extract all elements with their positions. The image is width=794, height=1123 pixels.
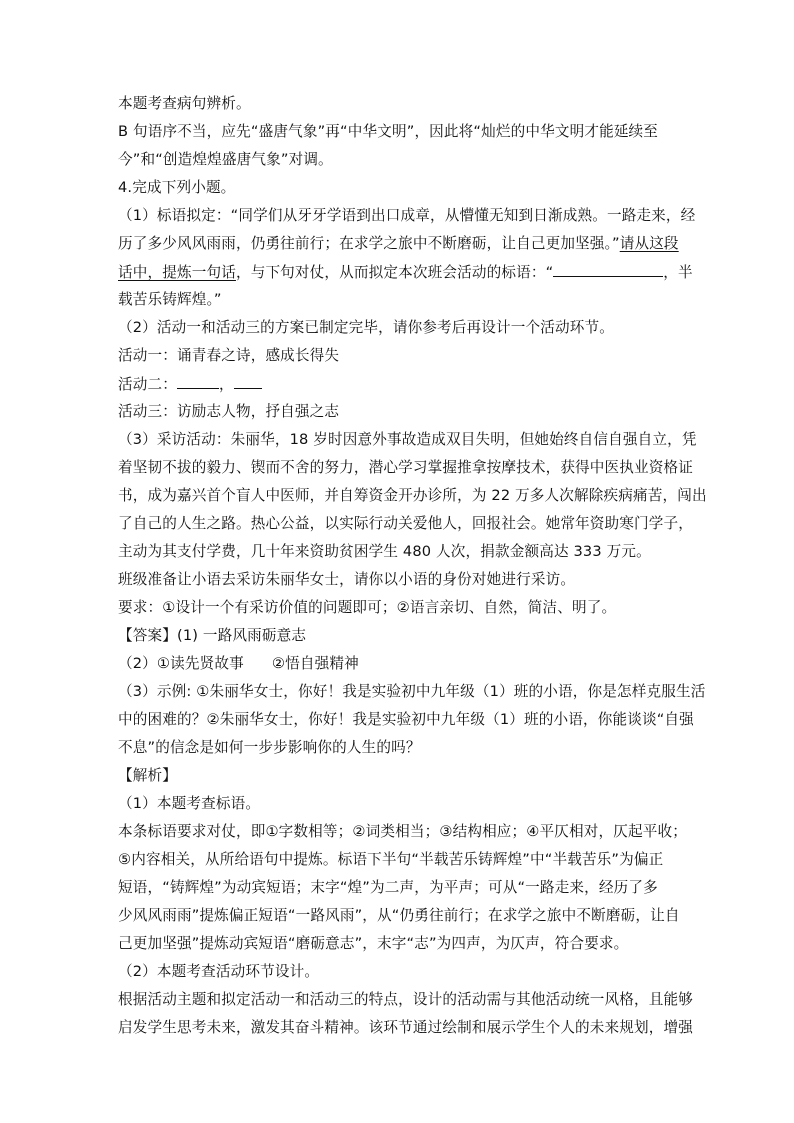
text-line: （2）本题考查活动环节设计。: [118, 963, 320, 980]
text-line: [118, 262, 693, 283]
text-line: [118, 374, 262, 395]
text-line: 少风风雨雨”提炼偏正短语“一路风雨”，从“仍勇往前行；在求学之旅中不断磨砺，让自: [118, 907, 680, 924]
fill-blank: [553, 262, 663, 277]
text-line: 着坚韧不拔的毅力、锲而不舍的努力，潜心学习掌握推拿按摩技术，获得中医执业资格证: [118, 459, 694, 476]
text-line: （3）示例: ①朱丽华女士，你好！我是实验初中九年级（1）班的小语，你是怎样克服生活: [118, 683, 706, 700]
text-segment: ，与下句对仗，从而拟定本次班会活动的标语：“: [235, 264, 554, 281]
text-line: B 句语序不当，应先“盛唐气象”再“中华文明”，因此将“灿烂的中华文明才能延续至: [118, 123, 659, 140]
text-line: 不息”的信念是如何一步步影响你的人生的吗？: [118, 739, 421, 756]
text-line: 活动一：诵青春之诗，感成长得失: [118, 347, 340, 364]
text-line: 根据活动主题和拟定活动一和活动三的特点，设计的活动需与其他活动统一风格，且能够: [118, 991, 694, 1008]
text-line: 活动三：访励志人物，抒自强之志: [118, 403, 340, 420]
text-line: 要求：①设计一个有采访价值的问题即可；②语言亲切、自然，简洁、明了。: [118, 599, 617, 616]
text-line: （1）标语拟定：“同学们从牙牙学语到出口成章，从懵懂无知到日渐成熟。一路走来，经: [118, 207, 696, 224]
text-segment: ，: [218, 376, 234, 393]
text-line: 了自己的人生之路。热心公益，以实际行动关爱他人，回报社会。她常年资助寒门学子，: [118, 515, 694, 532]
question-heading: 4.完成下列小题。: [118, 179, 236, 196]
underlined-instruction: 话中，提炼一句话: [118, 264, 236, 281]
text-line: [118, 654, 359, 674]
text-line: （2）活动一和活动三的方案已制定完毕，请你参考后再设计一个活动环节。: [118, 319, 614, 336]
text-line: 载苦乐铸辉煌。”: [118, 291, 222, 308]
analysis-heading: 【解析】: [118, 767, 177, 784]
text-line: 己更加坚强”提炼动宾短语“磨砺意志”，末字“志”为四声，为仄声，符合要求。: [118, 935, 629, 952]
text-segment: 活动二：: [118, 376, 177, 393]
text-line: 今”和“创造煌煌盛唐气象”对调。: [118, 151, 333, 168]
fill-blank: [177, 374, 219, 389]
text-line: ⑤内容相关，从所给语句中提炼。标语下半句“半载苦乐铸辉煌”中“半载苦乐”为偏正: [118, 851, 664, 868]
text-segment: ，半: [663, 264, 693, 281]
text-line: （1）本题考查标语。: [118, 795, 261, 812]
answer-heading: 【答案】(1) 一路风雨砺意志: [118, 627, 307, 644]
text-segment: ②悟自强精神: [271, 655, 359, 672]
text-line: 主动为其支付学费，几十年来资助贫困学生 480 人次，捐款金额高达 333 万元。: [118, 543, 651, 560]
text-line: 短语，“铸辉煌”为动宾短语；末字“煌”为二声，为平声；可从“一路走来，经历了多: [118, 879, 658, 896]
fill-blank: [234, 374, 262, 389]
text-line: 本条标语要求对仗，即①字数相等；②词类相当；③结构相应；④平仄相对，仄起平收；: [118, 823, 687, 840]
text-line: 班级准备让小语去采访朱丽华女士，请你以小语的身份对她进行采访。: [118, 571, 576, 588]
text-segment: 历了多少风风雨雨，仍勇往前行；在求学之旅中不断磨砺，让自己更加坚强。”: [118, 235, 620, 252]
text-line: 书，成为嘉兴首个盲人中医师，并自筹资金开办诊所，为 22 万多人次解除疾病痛苦，闯出: [118, 487, 707, 504]
text-line: [118, 234, 679, 254]
text-line: 本题考查病句辨析。: [118, 95, 251, 112]
text-line: （3）采访活动：朱丽华，18 岁时因意外事故造成双目失明，但她始终自信自强自立，凭: [118, 431, 697, 448]
text-line: 启发学生思考未来，激发其奋斗精神。该环节通过绘制和展示学生个人的未来规划，增强: [118, 1019, 694, 1036]
text-line: 中的困难的？②朱丽华女士，你好！我是实验初中九年级（1）班的小语，你能谈谈“自强: [118, 711, 694, 728]
underlined-instruction: 请从这段: [619, 235, 679, 252]
text-segment: （2）①读先贤故事: [118, 655, 244, 672]
